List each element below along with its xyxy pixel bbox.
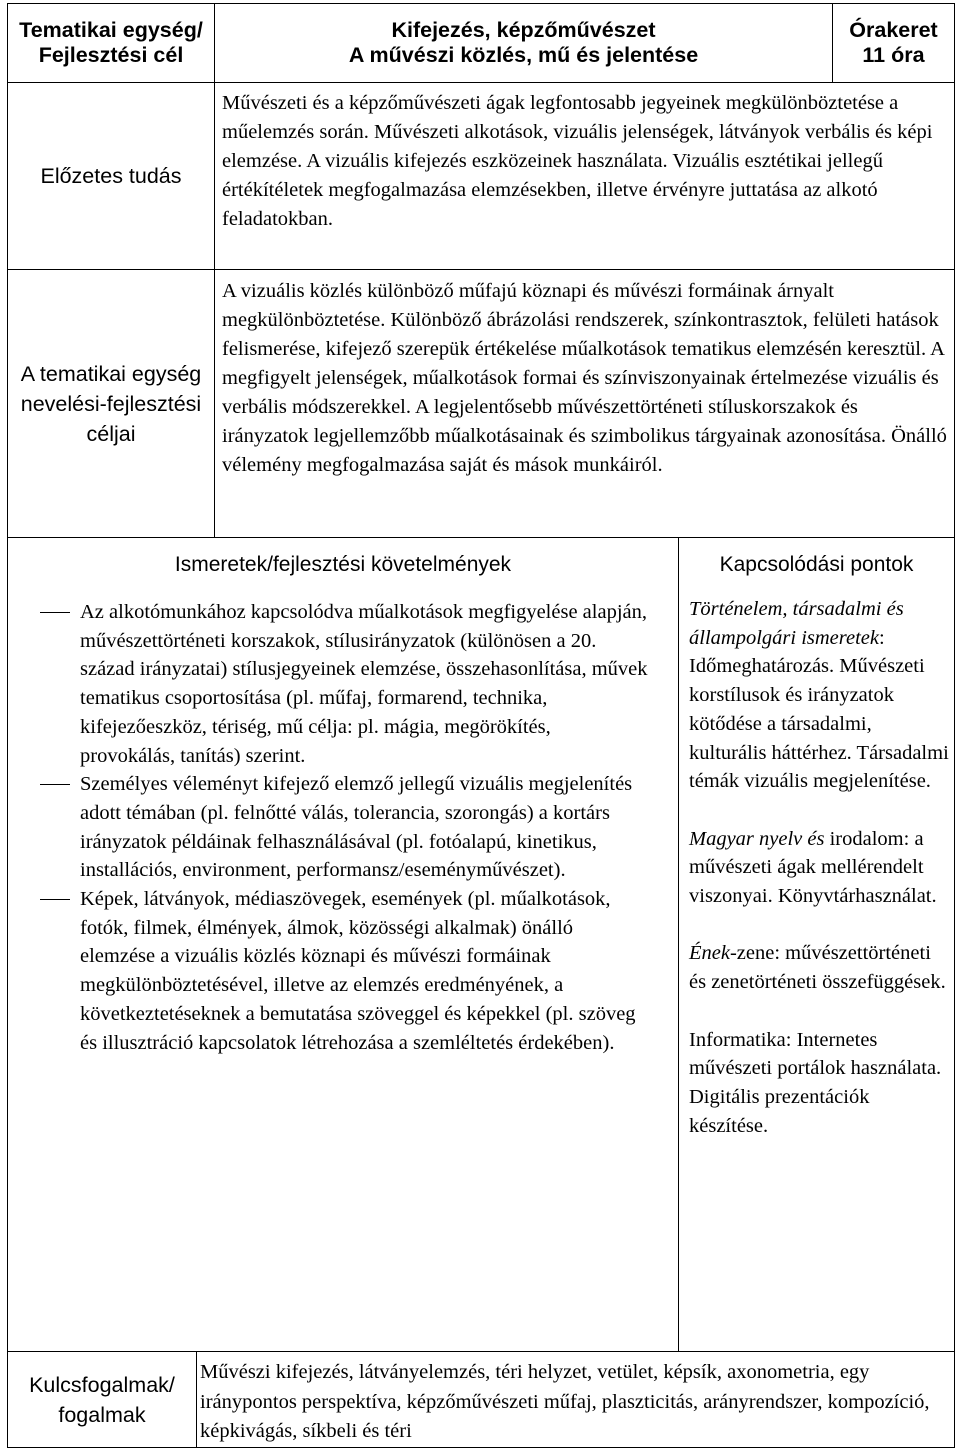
- row-divider: [8, 537, 954, 538]
- connection-text: Informatika: Internetes művészeti portálok használata. Digitális prezentációk készítése.: [689, 1028, 942, 1137]
- goals-label-line3: céljai: [86, 421, 136, 446]
- goals-label-line2: nevelési-fejlesztési: [20, 391, 202, 416]
- header-label-line2: Fejlesztési cél: [38, 43, 184, 67]
- column-divider: [196, 1351, 197, 1448]
- header-hours-cell: [833, 4, 954, 82]
- connection-item: Történelem, társadalmi és állampolgári ismeretek: Időmeghatározás. Művészeti korstílusok és irányzatok kötődése a társadalmi, kulturális háttérhez. Társadalmi témák vizuális megjelenítése.: [689, 598, 949, 793]
- goals-label-line1: A tematikai egység: [20, 361, 202, 386]
- connection-subject: Magyar nyelv és: [689, 827, 825, 850]
- column-divider: [214, 4, 215, 537]
- curriculum-table: [7, 3, 955, 1448]
- goals-label-cell: [8, 270, 214, 537]
- prior-knowledge-text: Művészeti és a képzőművészeti ágak legfontosabb jegyeinek megkülönböztetése a műelemzés során. Művészeti alkotások, vizuális jelenségek, látványok verbális és képi elemzése. A vizuális kifejezés eszközeinek használata. Vizuális esztétikai jellegű értékítéletek megfogalmazása elemzésekben, illetve érvényre juttatása az alkotó feladatokban.: [222, 92, 933, 230]
- connection-subject: Ének-: [689, 942, 737, 965]
- connection-text: Időmeghatározás. Művészeti korstílusok és irányzatok kötődése a társadalmi, kulturális háttérhez. Társadalmi témák vizuális megjelenítése.: [689, 655, 949, 793]
- connection-text: zene: művészettörténeti és zenetörténeti összefüggések.: [689, 942, 946, 994]
- connections-title: Kapcsolódási pontok: [719, 553, 914, 576]
- hours-label: Órakeret: [849, 18, 938, 42]
- header-label-cell: [8, 4, 214, 82]
- connections-list: [689, 595, 953, 1140]
- header-label-line1: Tematikai egység/: [19, 18, 203, 42]
- keywords-label-line2: fogalmak: [58, 1403, 146, 1427]
- keywords-label-cell: [8, 1352, 196, 1448]
- requirements-list: [18, 598, 650, 1057]
- unit-subtitle: A művészi közlés, mű és jelentése: [348, 43, 699, 67]
- column-divider: [678, 537, 679, 1351]
- connection-text: irodalom: a művészeti ágak mellérendelt viszonyai. Könyvtárhasználat.: [689, 827, 937, 908]
- requirement-item: Személyes véleményt kifejező elemző jellegű vizuális megjelenítés adott témában (pl. felnőtté válás, tolerancia, szorongás) a kortárs irányzatok példáinak felhasználásával (pl. fotóalapú, kinetikus, installációs, environment, performansz/eseményművészet).: [18, 770, 650, 885]
- requirement-item: Képek, látványok, médiaszövegek, események (pl. műalkotások, fotók, filmek, élmények, álmok, közösségi alkalmak) önálló elemzése a vizuális közlés köznapi és művészi formáinak megkülönböztetésével, illetve az elemzés eredményének, a következtetéseknek a bemutatása szöveggel és képekkel (pl. szöveg és illusztráció kapcsolatok létrehozása a szemléltetés érdekében).: [18, 885, 650, 1057]
- connection-item: [689, 825, 953, 911]
- header-title-cell: [215, 4, 832, 82]
- goals-text: A vizuális közlés különböző műfajú köznapi és művészi formáinak árnyalt megkülönböztetése. Különböző ábrázolási rendszerek, színkontrasztok, felületi hatások felismerése, kifejező szerepük értékelése műalkotások tematikus elemzésén keresztül. A megfigyelt jelenségek, műalkotások formai és színviszonyainak értelmezése vizuális és verbális módszerekkel. A legjelentősebb művészettörténeti stíluskorszakok és irányzatok legjellemzőbb műalkotásainak és szimbolikus tárgyainak azonosítása. Önálló vélemény megfogalmazása saját és mások munkáiról.: [222, 280, 947, 476]
- connection-subject: Történelem, társadalmi és állampolgári ismeretek: [689, 598, 904, 649]
- connection-item: [689, 939, 953, 996]
- prior-knowledge-label-cell: [8, 83, 214, 269]
- unit-title: Kifejezés, képzőművészet: [391, 18, 656, 42]
- keywords-text: Művészi kifejezés, látványelemzés, téri helyzet, vetület, képsík, axonometria, egy iránypontos perspektíva, képzőművészeti műfaj, plaszticitás, arányrendszer, kompozíció, képkivágás, síkbeli és téri: [200, 1361, 930, 1442]
- hours-value: 11 óra: [862, 43, 925, 67]
- connection-item: [689, 1026, 953, 1141]
- keywords-label-line1: Kulcsfogalmak/: [29, 1373, 175, 1397]
- requirements-title: Ismeretek/fejlesztési követelmények: [174, 553, 512, 576]
- requirement-item: Az alkotómunkához kapcsolódva műalkotások megfigyelése alapján, művészettörténeti korszakok, stílusirányzatok (különösen a 20. század irányzatai) stílusjegyeinek elemzése, összehasonlítása, művek tematikus csoportosítása (pl. műfaj, formarend, technika, kifejezőeszköz, tériség, mű célja: pl. mágia, megörökítés, provokálás, tanítás) szerint.: [18, 598, 650, 770]
- prior-knowledge-label: Előzetes tudás: [40, 164, 182, 188]
